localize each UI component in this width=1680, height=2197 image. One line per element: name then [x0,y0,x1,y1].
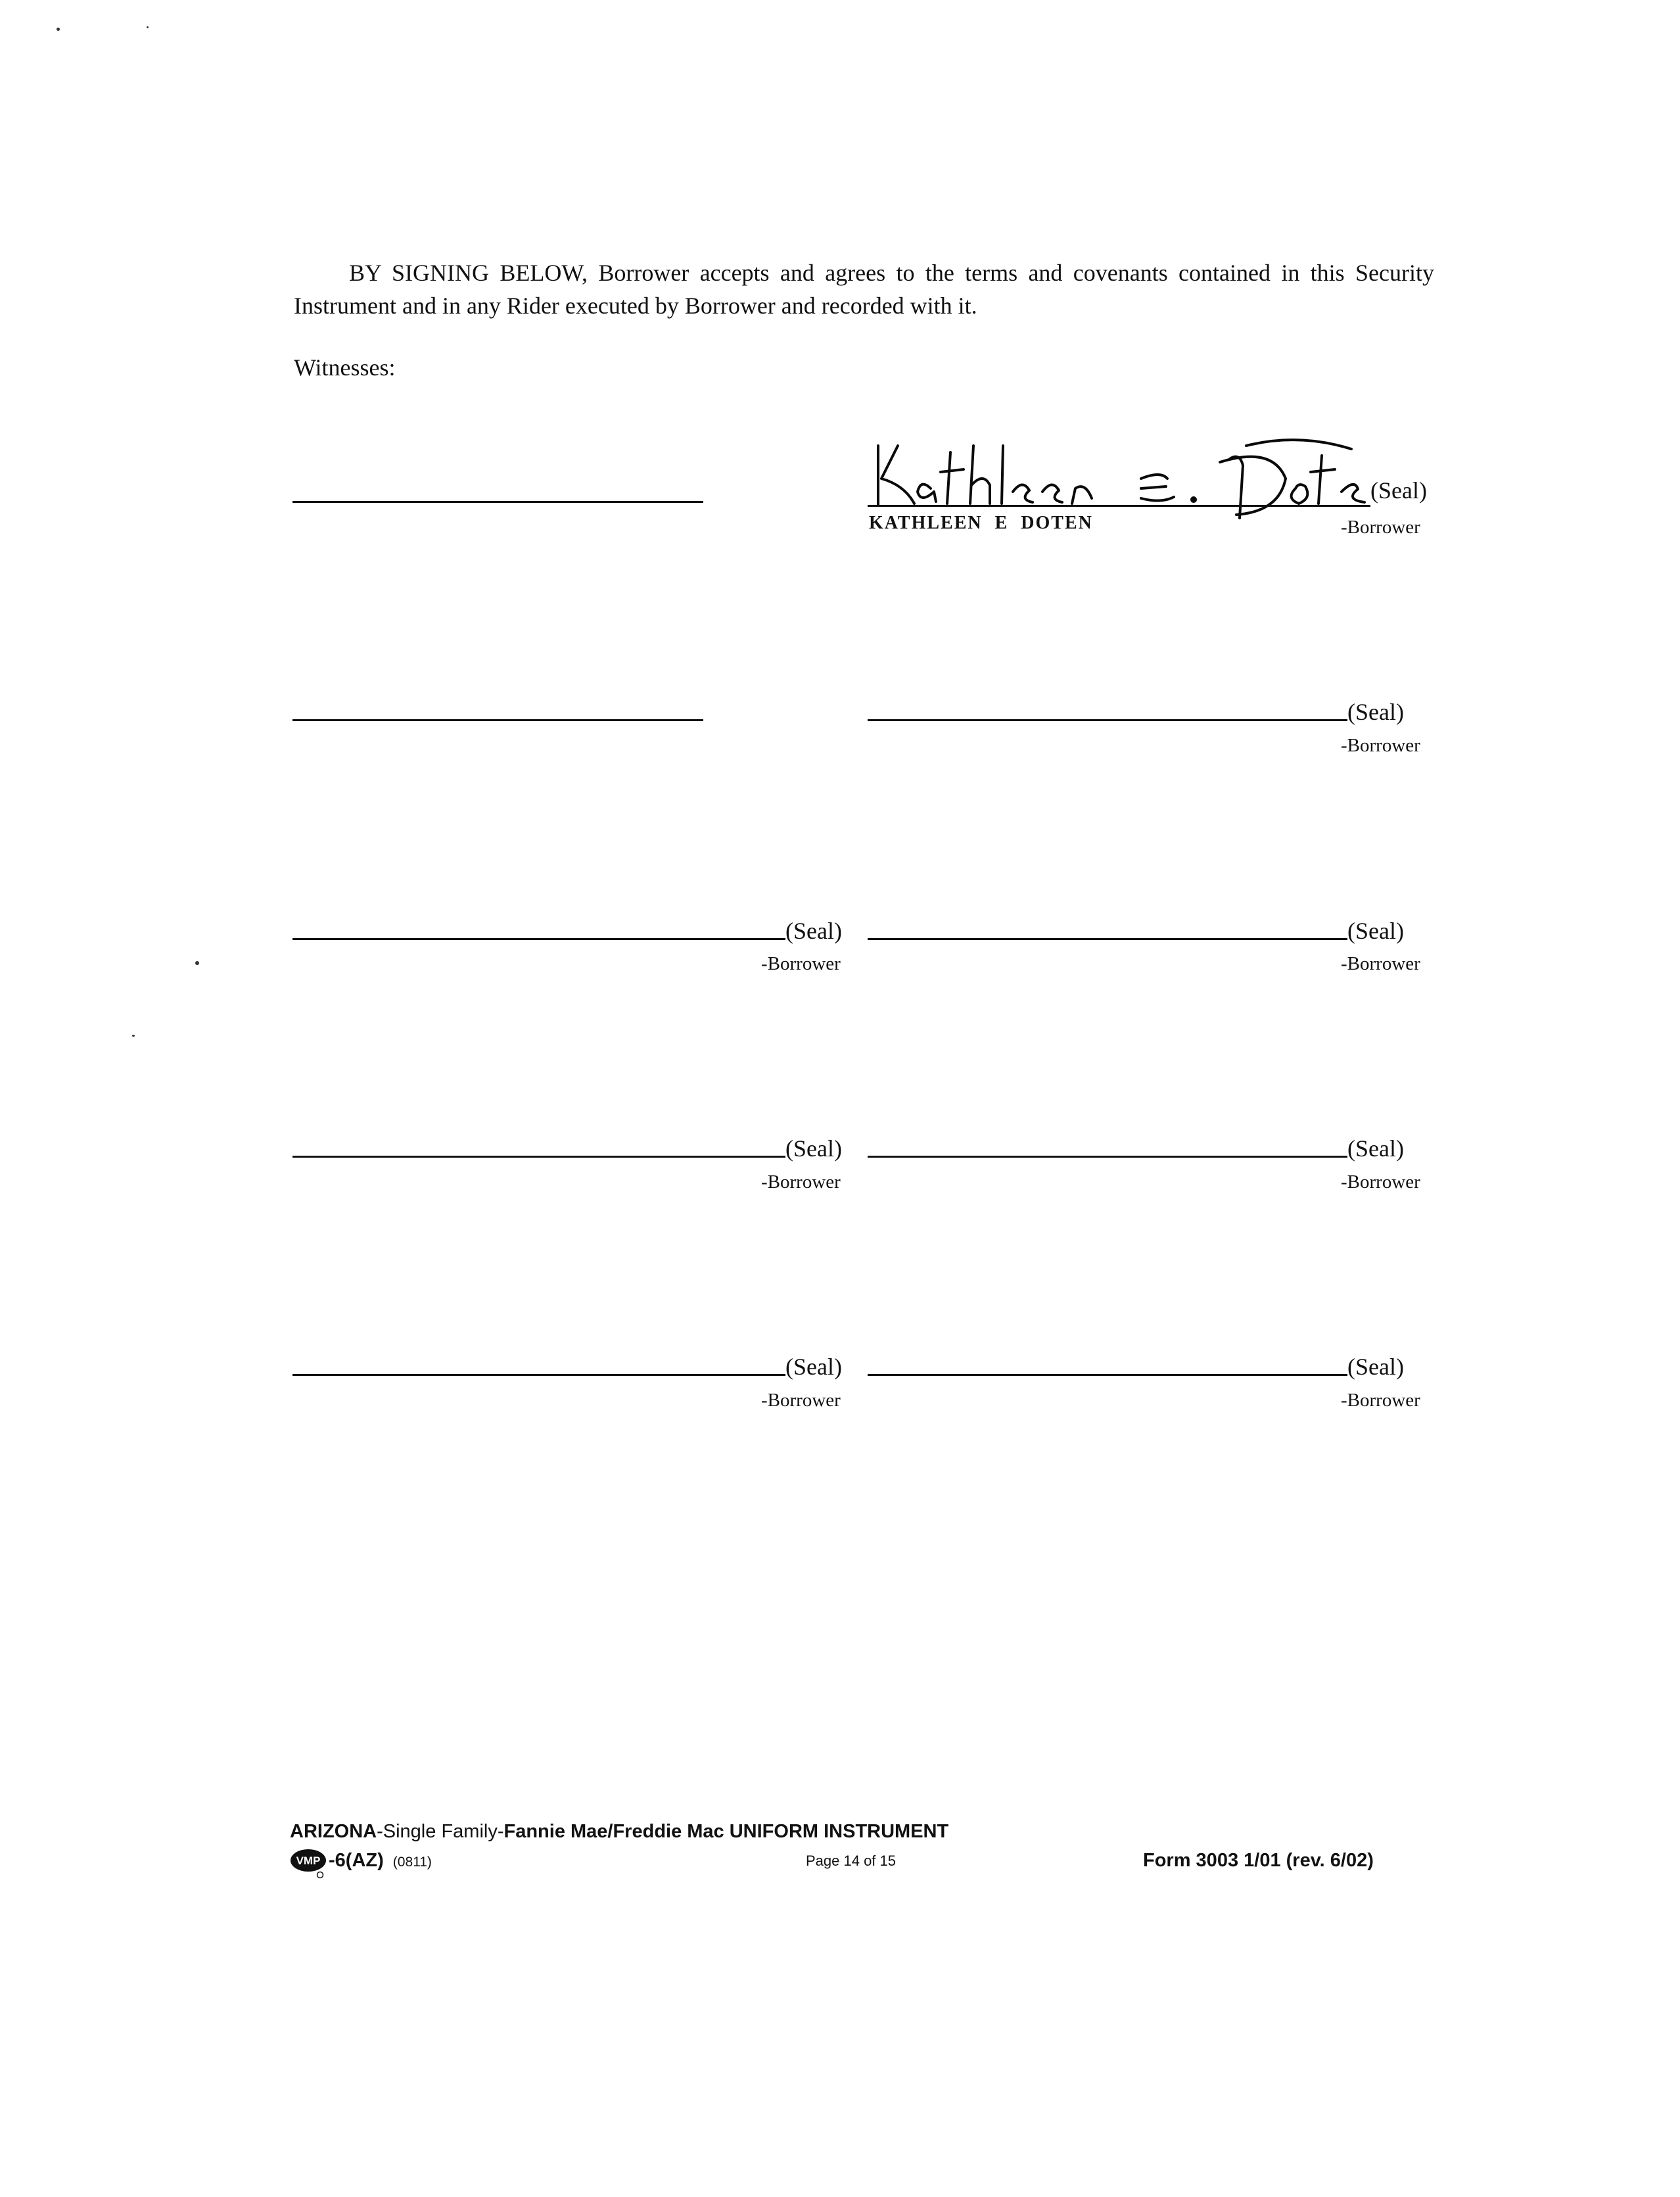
borrower-signature-line-4-right[interactable] [868,1156,1347,1158]
borrower-printed-name: KATHLEEN E DOTEN [869,513,1093,533]
form-code-date: (0811) [392,1854,432,1870]
seal-label-4-right: (Seal) [1347,1135,1404,1162]
borrower-signature-line-5-left[interactable] [292,1374,785,1376]
footer-form-number: Form 3003 1/01 (rev. 6/02) [1143,1850,1374,1871]
seal-label-3-right: (Seal) [1347,918,1404,944]
borrower-role-label-5-left: -Borrower [761,1390,841,1411]
seal-label-5-right: (Seal) [1347,1354,1404,1380]
footer-title [290,1821,948,1843]
form-code: -6(AZ) [329,1850,384,1871]
borrower-signature-line-2[interactable] [868,719,1347,721]
borrower-role-label-3-left: -Borrower [761,953,841,974]
borrower-signature-line-1[interactable] [868,505,1370,507]
scan-speck [57,28,60,31]
witness-signature-line-1[interactable] [292,501,703,503]
scan-speck [195,961,199,965]
borrower-signature-line-3-right[interactable] [868,938,1347,940]
intro-paragraph: BY SIGNING BELOW, Borrower accepts and agrees to the terms and covenants contained in this Security Instrument and in any Rider executed by Borrower and recorded with it. [294,260,1434,319]
svg-text:VMP: VMP [296,1854,321,1867]
vmp-logo-icon [290,1846,327,1879]
borrower-role-label-5-right: -Borrower [1341,1390,1420,1411]
seal-label-5-left: (Seal) [785,1354,842,1380]
borrower-signature-line-3-left[interactable] [292,938,785,940]
witness-signature-line-2[interactable] [292,719,703,721]
borrower-signature-line-5-right[interactable] [868,1374,1347,1376]
witnesses-label: Witnesses: [294,354,396,381]
footer-title-bold: Fannie Mae/Freddie Mac UNIFORM INSTRUMENT [503,1821,949,1842]
seal-label-1: (Seal) [1370,477,1427,504]
borrower-role-label-3-right: -Borrower [1341,953,1420,974]
borrower-role-label-4-left: -Borrower [761,1171,841,1193]
seal-label-3-left: (Seal) [785,918,842,944]
borrower-role-label-1: -Borrower [1341,517,1420,538]
handwritten-signature [852,426,1397,525]
borrower-role-label-2: -Borrower [1341,735,1420,756]
footer-form-code [329,1850,432,1872]
seal-label-2: (Seal) [1347,699,1404,725]
scan-speck [132,1035,135,1037]
footer-state: ARIZONA [290,1821,377,1842]
footer-page-number: Page 14 of 15 [806,1853,897,1869]
seal-label-4-left: (Seal) [785,1135,842,1162]
footer-title-mid: -Single Family- [377,1821,504,1842]
borrower-signature-line-4-left[interactable] [292,1156,785,1158]
borrower-role-label-4-right: -Borrower [1341,1171,1420,1193]
scan-speck [147,26,149,28]
